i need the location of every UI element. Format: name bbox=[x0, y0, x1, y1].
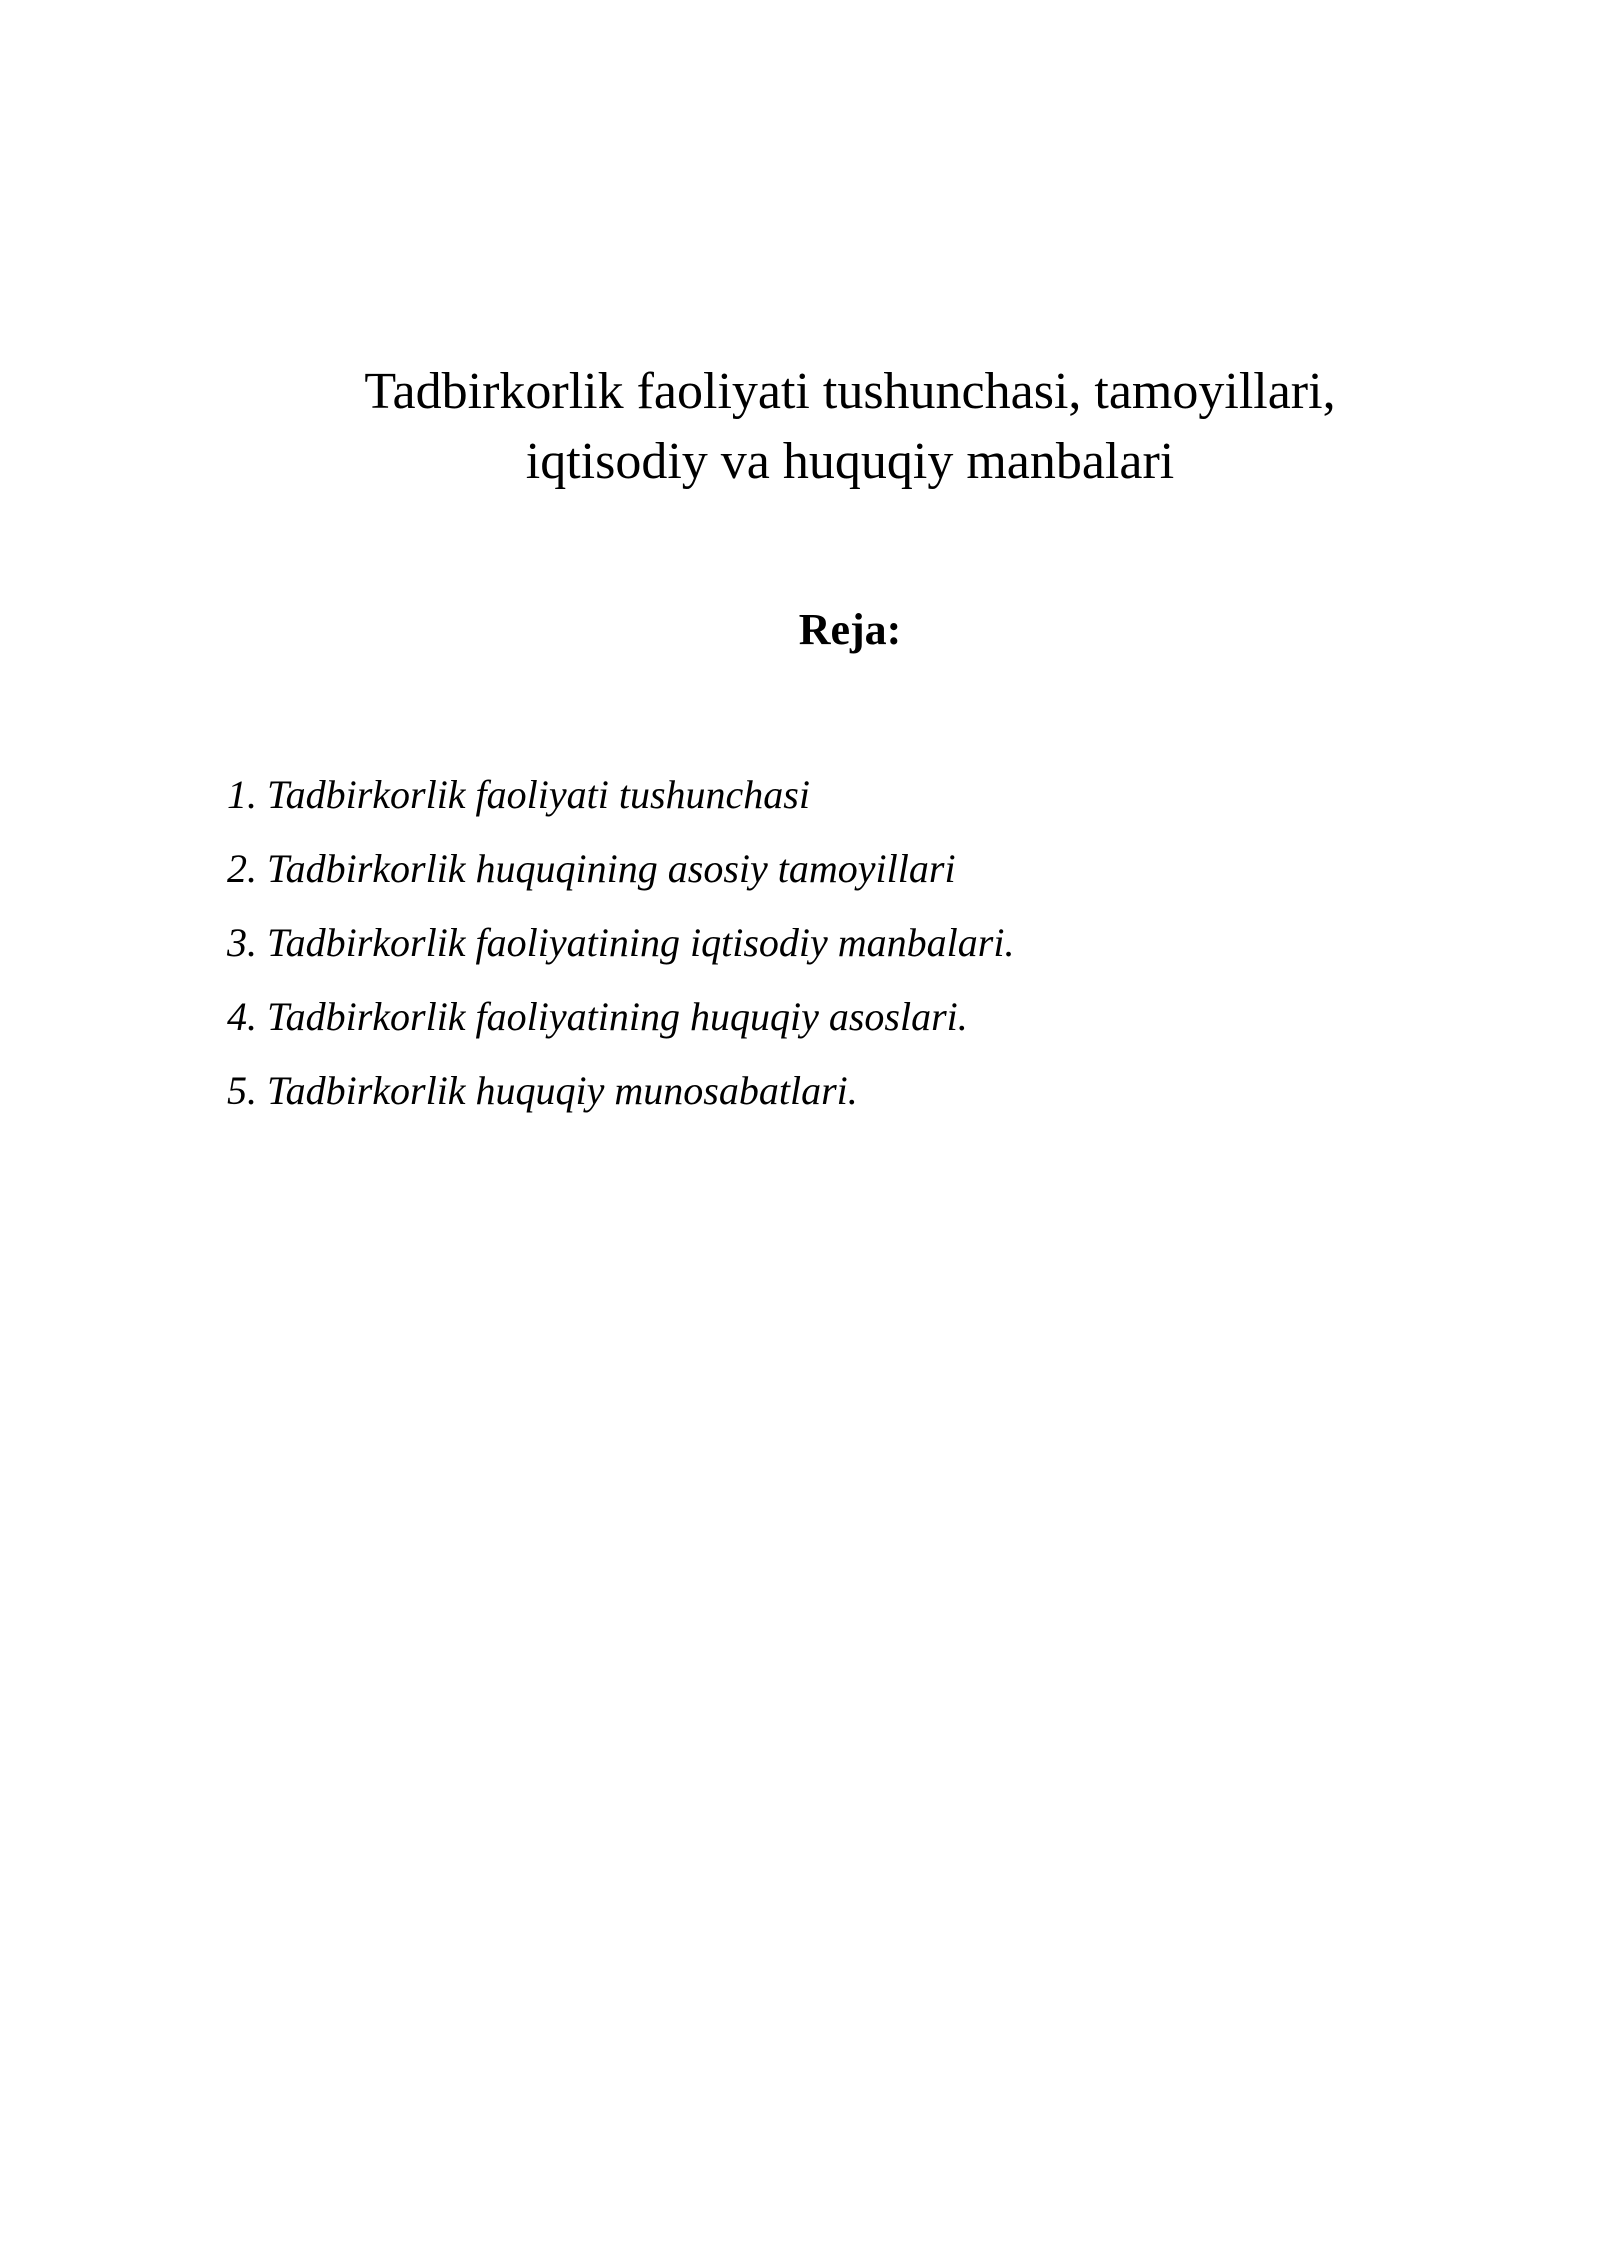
plan-heading: Reja: bbox=[798, 605, 902, 654]
plan-item-3: 3. Tadbirkorlik faoliyatining iqtisodiy manbalari. bbox=[227, 920, 1015, 965]
plan-item-4: 4. Tadbirkorlik faoliyatining huquqiy asoslari. bbox=[227, 994, 968, 1039]
plan-item-5: 5. Tadbirkorlik huquqiy munosabatlari. bbox=[227, 1068, 858, 1113]
title-line-2: iqtisodiy va huquqiy manbalari bbox=[525, 433, 1175, 490]
plan-item-1: 1. Tadbirkorlik faoliyati tushunchasi bbox=[227, 772, 810, 817]
plan-item-2: 2. Tadbirkorlik huquqining asosiy tamoyillari bbox=[227, 846, 956, 891]
document-title bbox=[230, 357, 1470, 497]
plan-list bbox=[227, 770, 1014, 1140]
title-line-1: Tadbirkorlik faoliyati tushunchasi, tamoyillari, bbox=[364, 363, 1336, 420]
